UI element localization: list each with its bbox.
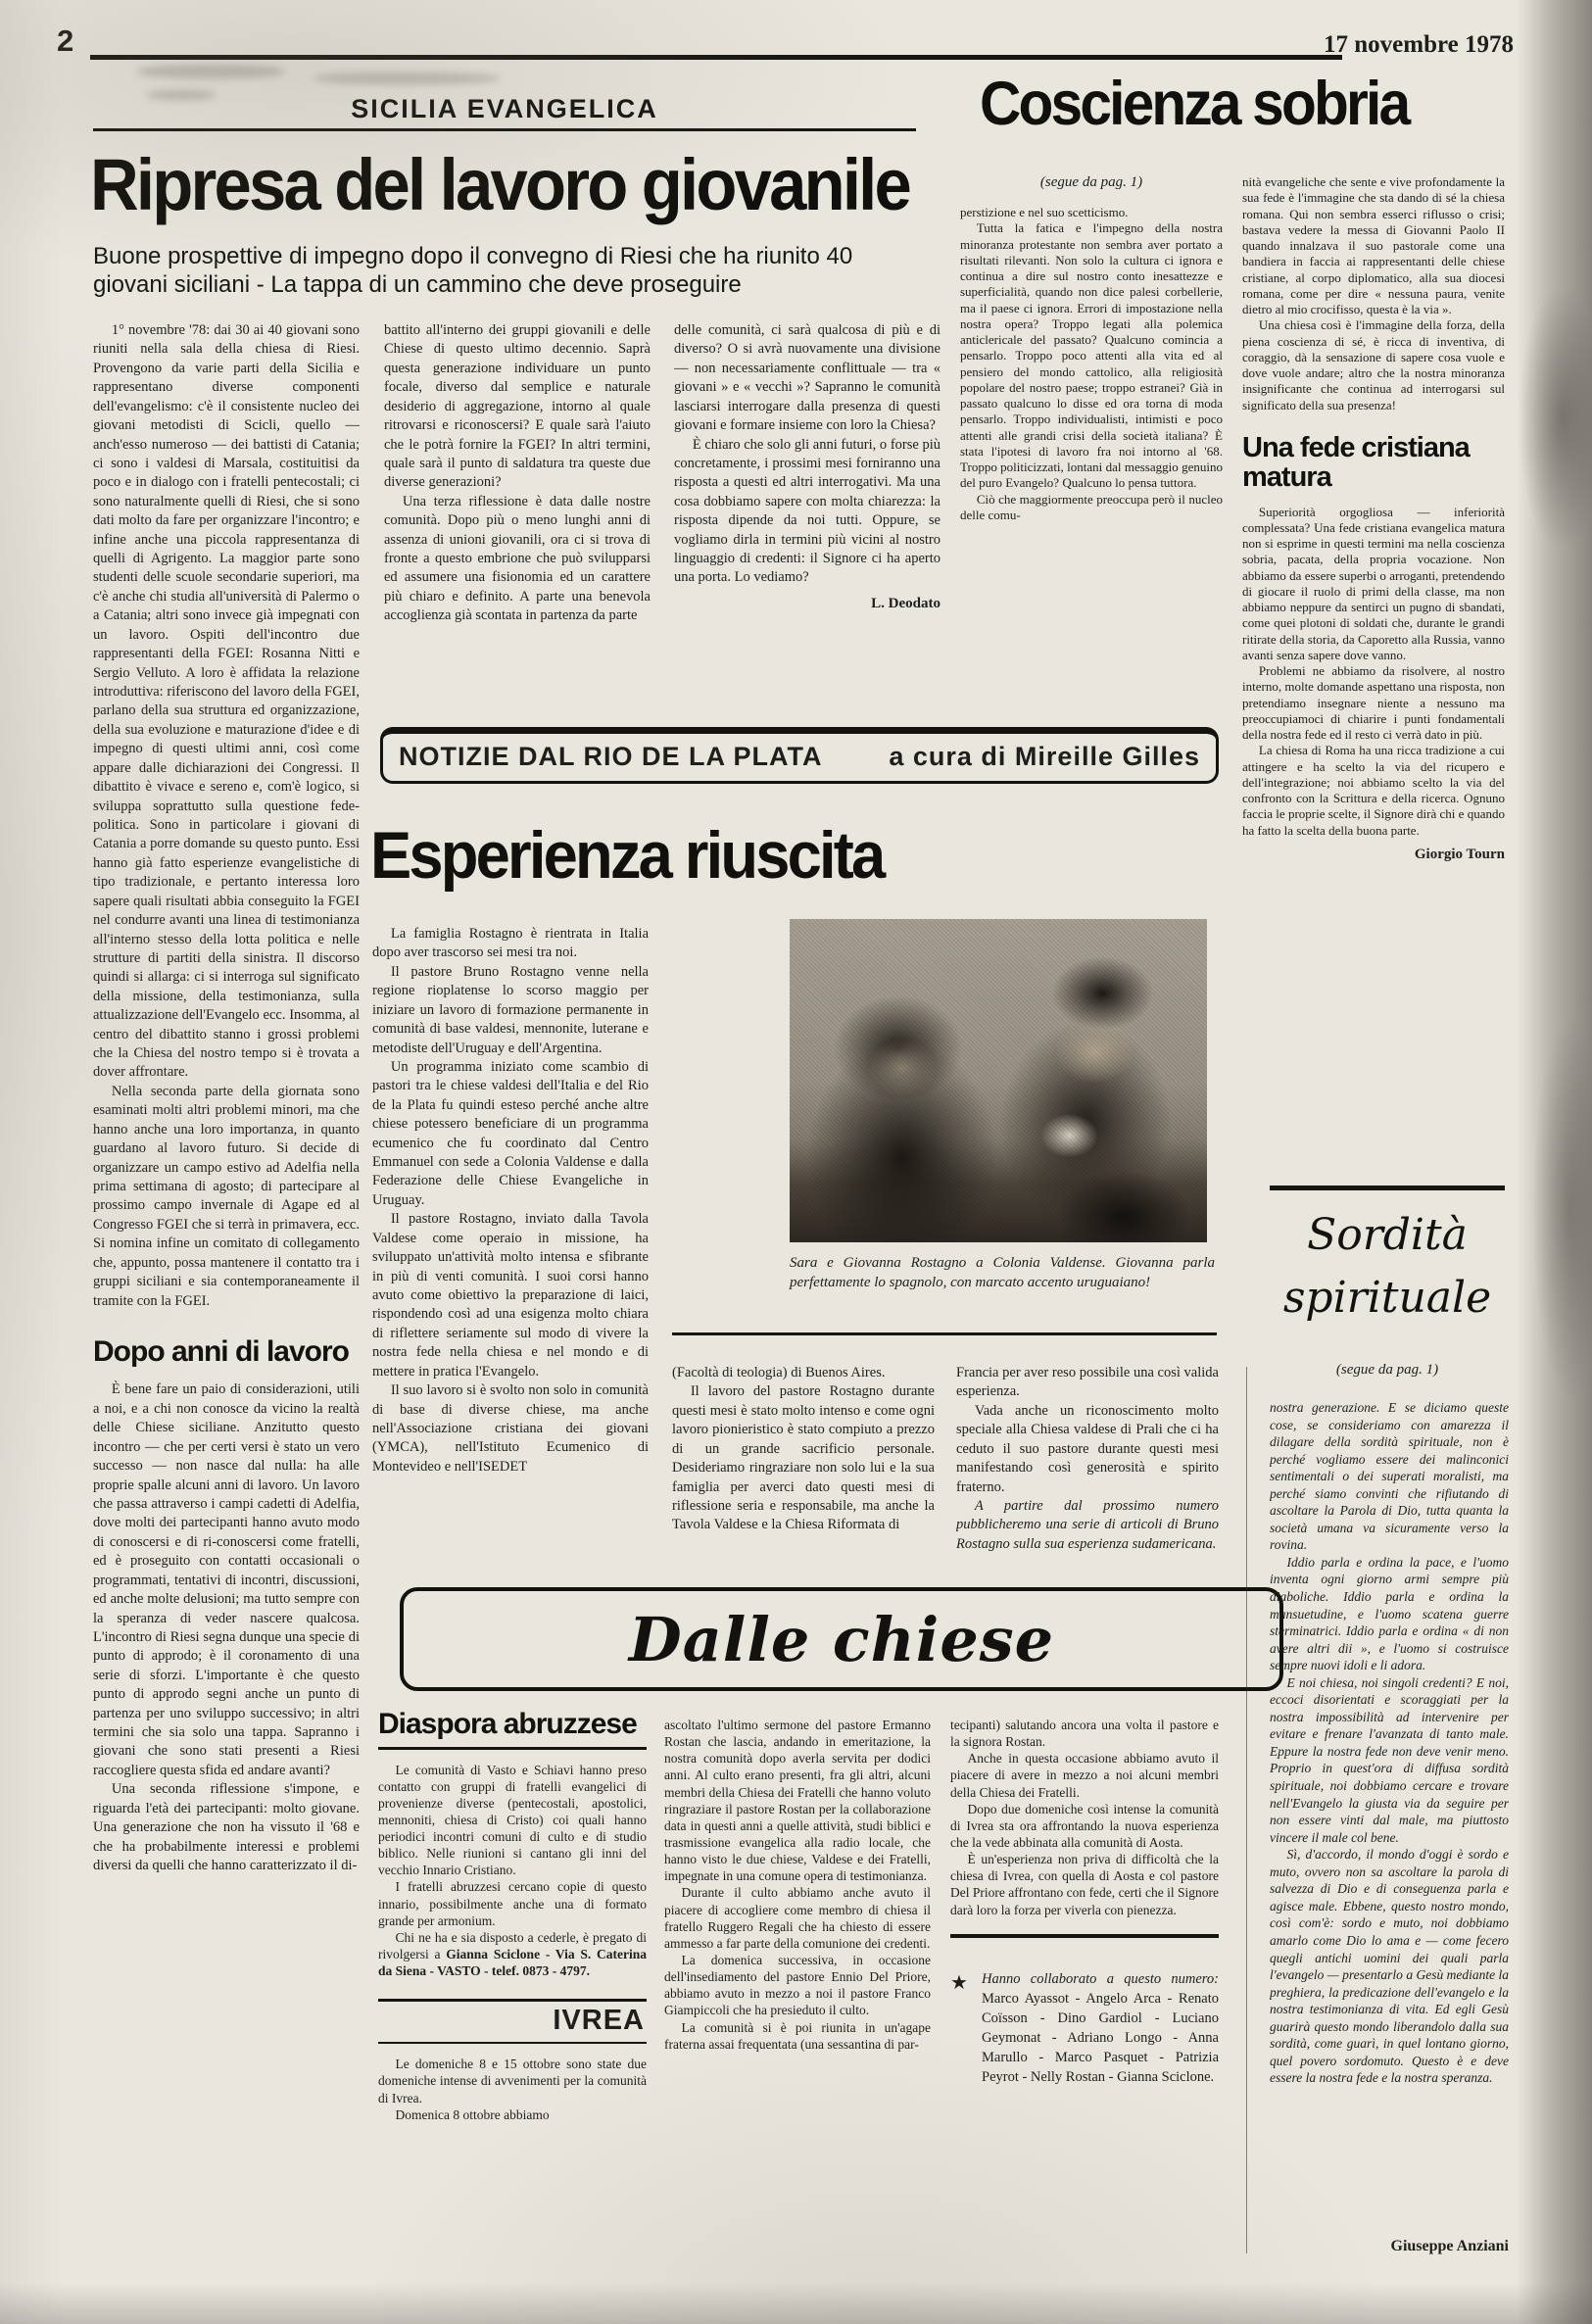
star-icon: ★ (950, 1971, 968, 1994)
contributors-note (950, 1969, 1219, 2087)
dalle-chiese-col3-text: tecipanti) salutando ancora una volta il pastore e la signora Rostan. Anche in questa occasione abbiamo avuto il piacere di avere in mezzo a noi alcuni membri della Chiesa dei Fratelli. Dopo due domeniche così intense la comunità di Ivrea sta ora affrontando la nuova esperienza che la vede abbinata alla comunità di Aosta. È un'esperienza non priva di difficoltà che la chiesa di Ivrea, con quella di Aosta e col pastore Del Priore affrontano con fede, certi che il Signore darà loro la forza per viverla con pienezza. (950, 1718, 1219, 1917)
diaspora-heading: Diaspora abruzzese (378, 1709, 637, 1740)
diaspora-contact-lead: Chi ne ha e sia disposto a cederle, è pregato di rivolgersi a (378, 1929, 647, 1962)
ripresa-col1-text: 1° novembre '78: dai 30 ai 40 giovani sono riuniti nella sala della chiesa di Riesi. Provengono da varie parti della Sicilia e rappresentano diverse componenti dell'evangelismo: c'è il consistente nucleo dei giovani metodisti di Scicli, quello — anch'esso numeroso — dei battisti di Catania; ci sono i valdesi di Marsala, costituitisi da poco e in dialogo con i fratelli pentecostali; ci sono naturalmente quelli di Riesi, che si sono dati molto da fare per organizzare l'incontro; e infine anche una piccola rappresentanza di quelli di Agrigento. La maggior parte sono studenti delle scuole secondarie superiori, ma c'è anche chi studia all'università di Palermo o a Catania; altri sono invece già impegnati con un lavoro. Ospiti dell'incontro due rappresentanti della FGEI: Rosanna Nitti e Sergio Velluto. A loro è affidata la relazione introduttiva: riferiscono del lavoro della FGEI, parlano della sua struttura ed organizzazione, della sua evoluzione e maturazione d'idee e di impegno di questi ultimi anni, così come appare dalle dichiarazioni dei Congressi. Il dibattito è vivace e sereno e, com'è logico, si sviluppa soprattutto sulla questione fede-politica. Sono in particolare i giovani di Catania a porre domande su questo punto. Essi hanno già fatto esperienze evangelistiche di tipo tradizionale, e pertanto interessa loro sapere quali risultati abbia conseguito la FGEI nel condurre avanti una linea di testimonianza all'interno stesso della lotta politica e nelle strutture di partiti della sinistra. Il discorso quindi si allarga: ci si interroga sul significato della missione, della testimonianza, sulla attualizzazione dell'Evangelo ecc. Insomma, al centro del dibattito stanno i grossi problemi che la Chiesa del nostro tempo si è trovata a dover affrontare. Nella seconda parte della giornata sono esaminati molti altri problemi minori, ma che hanno anche una loro importanza, in quanto guardano al lavoro futuro. Si decide di organizzare un campo estivo ad Adelfia nella prima settimana di agosto; di partecipare al prossimo campo invernale di Agape ed al Congresso FGEI che si terrà in primavera, ecc. Si nomina infine un comitato di collegamento che, appunto, possa mantenere il contatto tra i gruppi siciliani e sia contemporaneamente il tramite con la FGEI. (93, 322, 360, 1309)
header-rule (90, 55, 1342, 60)
photo-caption: Sara e Giovanna Rostagno a Colonia Valdense. Giovanna parla perfettamente lo spagnolo, con marcato accento uruguaiano! (790, 1255, 1215, 1290)
dalle-chiese-column-2: ascoltato l'ultimo sermone del pastore Ermanno Rostan che lascia, andando in emeritazione, la nostra comunità dopo averla servita per dodici anni. Al culto erano presenti, fra gli altri, alcuni membri della Chiesa dei Fratelli che hanno voluto ringraziare il pastore Rostan per la collaborazione data in questi anni a quelle attività, studi biblici e trasmissione evangelica alla radio locale, che hanno visto le due chiese, Valdese e dei Fratelli, impegnate in una comune opera di testimonianza. Durante il culto abbiamo anche avuto il piacere di accogliere come membro di chiesa il fratello Ruggero Regali che ha chiesto di essere ammesso a far parte della comunione dei credenti. La domenica successiva, in occasione dell'insediamento del pastore Ennio Del Priore, abbiamo avuto in mezzo a noi il pastore Franco Giampiccoli che ha presieduto il culto. La comunità si è poi riunita in un'agape fraterna assai frequentata (una sessantina di par- (664, 1718, 931, 2052)
column-divider-rule (1246, 1367, 1247, 2253)
coscienza-continued: (segue da pag. 1) (1039, 174, 1143, 190)
ripresa-col1b-text: È bene fare un paio di considerazioni, utili a noi, e a chi non conosce da vicino la realtà delle Chiese siciliane. Anzitutto questo incontro — che per certi versi è stato un vero successo — non nasce dal nulla: ha alle proprie spalle alcuni anni di lavoro. Un lavoro che passa attraverso i campi cadetti di Adelfia, dove molti dei partecipanti hanno avuto modo di conoscersi e di ri-conoscersi come fratelli, ed è proseguito con contatti occasionali o programmati, tentativi di incontri, discussioni, ed anche molte delusioni; ma tutto sempre con la speranza di veder nascere qualcosa. L'incontro di Riesi segna dunque una specie di punto di approdo; è il coronamento di una serie di sforzi. L'importante è che questo punto di approdo segni anche un punto di partenza per uno sviluppo successivo; in altri termini che sia solo una tappa. Sapranno i giovani che sono stati presenti a Riesi raccogliere questa sfida ed andare avanti? Una seconda riflessione s'impone, e riguarda l'età dei partecipanti: molto giovane. Una generazione che non ha vissuto il '68 e che ha probabilmente interessi e problemi diversi da quelli che hanno caratterizzato il di- (93, 1381, 360, 1873)
diaspora-heading-rule (378, 1747, 647, 1750)
scan-edge-artifact (1517, 0, 1592, 2324)
contributors-rule (950, 1934, 1219, 1938)
diaspora-column (378, 1709, 647, 2316)
diaspora-text: Le comunità di Vasto e Schiavi hanno preso contatto con gruppi di fratelli evangelici di provenienze diverse (pentecostali, apostolici, mennoniti, chiesa di Cristo) coi quali hanno periodici incontri comuni di culto e di studio biblico. Nelle riunioni si cantano gli inni del vecchio Innario Cristiano. I fratelli abruzzesi cercano copie di questo innario, possibilmente anche una di formato grande per armonium. (378, 1762, 647, 1928)
ripresa-column-1 (93, 321, 360, 2316)
ink-smudge-artifact (137, 65, 284, 78)
sordita-top-rule (1270, 1186, 1505, 1190)
page-number: 2 (57, 24, 74, 58)
coscienza-column-2 (1242, 174, 1505, 1184)
contributors-names: Marco Ayassot - Angelo Arca - Renato Coïsson - Dino Gardiol - Luciano Geymonat - Adriano Longo - Anna Marullo - Marco Pasquet - Patrizia Peyrot - Nelly Rostan - Gianna Sciclone. (982, 1990, 1219, 2085)
coscienza-signature: Giorgio Tourn (1414, 846, 1505, 862)
esperienza-note-italic: A partire dal prossimo numero pubblicheremo una serie di articoli di Bruno Rostagno sulla sua esperienza sudamericana. (956, 1497, 1219, 1552)
kicker-rule (93, 128, 916, 131)
sordita-continued: (segue da pag. 1) (1335, 1362, 1439, 1378)
esperienza-col3-text: Francia per aver reso possibile una così valida esperienza. Vada anche un riconoscimento molto speciale alla Chiesa valdese di Prali che ci ha ceduto il suo pastore durante questi mesi manifestando così generosità e spirito fraterno. (956, 1365, 1219, 1495)
dalle-chiese-column-3 (950, 1717, 1219, 2316)
sordita-headline-line1: Sordità (1307, 1210, 1468, 1260)
coscienza-headline: Coscienza sobria (980, 70, 1409, 138)
sordita-headline-line2: spirituale (1282, 1273, 1492, 1323)
crosshead-dopo-anni: Dopo anni di lavoro (93, 1334, 350, 1368)
ripresa-signature: L. Deodato (871, 595, 941, 611)
diaspora-contact (378, 1929, 647, 1979)
ripresa-headline: Ripresa del lavoro giovanile (90, 144, 909, 225)
diaspora-contact-address: Gianna Sciclone - Via S. Caterina da Siena - VASTO - telef. 0873 - 4797. (378, 1947, 647, 1979)
dalle-chiese-banner-box (400, 1587, 1283, 1691)
coscienza-column-1 (960, 174, 1223, 723)
dalle-chiese-banner: Dalle chiese (628, 1603, 1055, 1675)
coscienza-col2-text: nità evangeliche che sente e vive profondamente la sua fede è l'immagine che sta dando di sé la chiesa romana. Qui non sembra esserci riflusso o crisi; bastava vedere la messa di Giovanni Paolo II quando innalzava il suo pastorale come una bandiera in faccia ai rappresentanti delle chiese cristiane, al corpo diplomatico, alla sua diocesi romana, come per dire « nessuna paura, venite dietro al mio crocifisso, questa è la via ». Una chiesa così è l'immagine della forza, della piena coscienza di sé, è ricca di inventiva, di coraggio, dà la sensazione di sapere cosa vuole e dove vuole andare; altro che la nostra minoranza insignificante che continua ad interrogarsi sul significato della sua presenza! (1242, 174, 1505, 412)
ripresa-column-2: battito all'interno dei gruppi giovanili e delle Chiese di questo ultimo decennio. Saprà questa generazione individuare un punto focale, diverso dal semplice e naturale desiderio di aggregazione, intorno al quale ritrovarsi e riconoscersi? E quale sarà l'aiuto che le potrà fornire la FGEI? In altri termini, quale sarà il punto di saldatura tra queste due diverse generazioni? Una terza riflessione è data dalle nostre comunità. Dopo più o meno lunghi anni di assenza di unioni giovanili, ora ci si trova di fronte a questo embrione che può svilupparsi ed assumere una fisionomia ed un carattere più chiaro e definito. A parte una benevola accoglienza già scontata in partenza da parte (384, 322, 651, 624)
crosshead-una-fede: Una fede cristiana matura (1242, 431, 1470, 494)
coscienza-col2b-text: Superiorità orgogliosa — inferiorità complessata? Una fede cristiana evangelica matura non si esprime in questi termini ma nella coscienza sobria, pacata, della propria vocazione. Non abbiamo da essere superbi o arroganti, pretendendo di giocare il ruolo di primi della classe, ma non abbiamo neppure da sentirci un pugno di sbandati, come quei plotoni di soldati che, durante le grandi ritirate della storia, da Caporetto alla Russia, vanno avanti senza sapere dove vanno. Problemi ne abbiamo da risolvere, al nostro interno, molte domande aspettano una risposta, non pretendiamo insegnare niente a nessuno ma preoccupiamoci di chiarire i punti fondamentali della nostra fede ed il resto ci verrà dato in più. La chiesa di Roma ha una ricca tradizione a cui attingere e ha scelto la via del ricupero e dell'integrazione; noi abbiamo scelto la via del confronto con la Scrittura e della ricerca. Ognuno faccia le proprie scelte, il Signore dirà chi e quando ha fatto la scelta della buona parte. (1242, 504, 1505, 838)
article-photo-children (790, 919, 1207, 1242)
ripresa-col3-text: delle comunità, ci sarà qualcosa di più e di diverso? O si avrà nuovamente una divisione — non necessariamente conflittuale — tra « giovani » e « vecchi »? Sapranno le comunità lasciarsi interrogare dalla presenza di questi giovani e formare insieme con loro la Chiesa? È chiaro che solo gli anni futuri, o forse più concretamente, i prossimi mesi forniranno una risposta a questi ed altri interrogativi. Ma una cosa dobbiamo sapere con molta chiarezza: la risposta dipende da noi tutti. Oppure, se vogliamo dirla in termini più vicini al nostro linguaggio di credenti: il Signore ci ha aperto una porta. Lo vediamo? (674, 322, 941, 586)
esperienza-column-1: La famiglia Rostagno è rientrata in Italia dopo aver trascorso sei mesi tra noi. Il pastore Bruno Rostagno venne nella regione rioplatense lo scorso maggio per iniziare un lavoro di formazione permanente in comunità di base valdesi, mennonite, luterane e metodiste dell'Uruguay e dell'Argentina. Un programma iniziato come scambio di pastori tra le chiese valdesi dell'Italia e del Rio de la Plata fu quindi esteso perché anche altre chiese potessero beneficiare di un programma ecumenico che fu coordinato dal Centro Emmanuel con sede a Colonia Valdense e dalla Federazione delle Chiese Evangeliche in Uruguay. Il pastore Rostagno, inviato dalla Tavola Valdese come operaio in missione, ha sviluppato un'attività molto intensa e sfibrante in più di venti comunità. I suoi corsi hanno avuto come obiettivo la preparazione di laici, rispondendo così ad una esigenza molto chiara di riflettere seriamente sul modo di vivere la nostra fede nella chiesa e nel mondo e di mettere in pratica l'Evangelo. Il suo lavoro si è svolto non solo in comunità di base di diverse chiese, ma anche nell'Associazione cristiana dei giovani (YMCA), nell'Istituto Ecumenico di Montevideo e nell'ISEDET (372, 926, 649, 1475)
esperienza-headline: Esperienza riuscita (370, 818, 884, 893)
ripresa-subhead: Buone prospettive di impegno dopo il convegno di Riesi che ha riunito 40 giovani siciliani - La tappa di un cammino che deve proseguire (93, 243, 853, 298)
ivrea-text: Le domeniche 8 e 15 ottobre sono state due domeniche intense di avvenimenti per la comunità di Ivrea. Domenica 8 ottobre abbiamo (378, 2057, 647, 2122)
ivrea-heading: IVREA (553, 2005, 645, 2037)
rio-section-title: NOTIZIE DAL RIO DE LA PLATA (399, 741, 823, 771)
ink-smudge-artifact (314, 73, 500, 84)
caption-rule (672, 1332, 1217, 1335)
ivrea-rule-bottom (378, 2042, 647, 2044)
scan-bottom-shadow (0, 2283, 1592, 2324)
esperienza-column-2: (Facoltà di teologia) di Buenos Aires. Il lavoro del pastore Rostagno durante questi mesi è stato molto intenso e come ogni lavoro pionieristico è stato compiuto a prezzo di un grande sacrificio personale. Desideriamo ringraziare non solo lui e la sua famiglia per averci dato questi mesi di riflessione seria e responsabile, ma anche la Tavola Valdese e la Chiesa Riformata di (672, 1365, 935, 1533)
rio-editor: a cura di Mireille Gilles (889, 741, 1200, 771)
page-date: 17 novembre 1978 (1324, 31, 1514, 58)
rio-section-bar (380, 727, 1219, 784)
kicker-wrap (93, 94, 916, 124)
coscienza-col1-text: perstizione e nel suo scetticismo. Tutta la fatica e l'impegno della nostra minoranza protestante non sembra aver portato a risultati rilevanti. Non solo la cultura ci ignora e continua a dire sul nostro conto inesattezze e superficialità, quando non dice palesi corbellerie, ma il paese ci ignora. Errori di impostazione nella nostra opera? Troppo legati alla polemica anticlericale del passato? Qualcuno comincia a pensarlo. Troppo poco attenti alla vita ed al pensiero del mondo cattolico, alla religiosità popolare del nostro paese; troppo estranei? Già in passato qualcuno lo disse ed ora torna di moda pensarlo. Troppo individualisti, intimisti e poco attenti alle grandi crisi della società italiana? È stata l'ipotesi di lavoro fra noi intorno al '68. Troppo politicizzati, lontani dal messaggio genuino del puro Evangelo? Qualcuno lo pensa tuttora. Ciò che maggiormente preoccupa però il nucleo delle comu- (960, 205, 1223, 522)
sordita-column: nostra generazione. E se diciamo queste cose, se consideriamo con amarezza il dilagare della sordità spirituale, non è perché vogliamo essere dei malinconici sentimentali o dei superati moralisti, ma perché siamo convinti che rifiutando di ascoltare la Parola di Dio, tutta quanta la società umana va sicuramente verso la rovina. Iddio parla e ordina la pace, e l'uomo inventa ogni giorno armi sempre più diaboliche. Iddio parla e ordina la mansuetudine, e l'uomo scatena guerre sterminatrici. Iddio parla e ordina « di non avere altri dii », e l'uomo si costruisce sempre nuovi idoli e li adora. E noi chiesa, noi singoli credenti? E noi, eccoci disorientati e scoraggiati per la nostra impossibilità ad intervenire per evitare e frenare l'avanzata di tanto male. Eppure la nostra fede non deve venir meno. Proprio in quest'ora di diffusa sordità spirituale, noi dobbiamo cercare e trovare nell'Evangelo la giusta via da seguire per non essere vinti dal male, ma piuttosto vincere il male col bene. Sì, d'accordo, il mondo d'oggi è sordo e muto, ovvero non sa ascoltare la parola di salvezza di Dio e di conseguenza parla e agisce male. Ebbene, questo nostro mondo, così com'è: sordo e muto, noi dobbiamo amarlo come Dio lo ama e — come fecero quegli antichi uomini dei quali parla l'evangelo — presentarlo a Gesù mediante la preghiera, la predicazione dell'evangelo e la nostra testimonianza di vita. Ed egli Gesù guarirà questo mondo liberandolo dalla sua sordità, come guarì, in quel lontano giorno, quel povero sordomuto. Questo è e deve essere la nostra fede e la nostra speranza. (1270, 1400, 1509, 2086)
contributors-lead: Hanno collaborato a questo numero: (982, 1970, 1219, 1987)
section-kicker: SICILIA EVANGELICA (337, 94, 672, 123)
sordita-signature: Giuseppe Anziani (1390, 2238, 1509, 2254)
ripresa-column-3 (674, 321, 941, 745)
